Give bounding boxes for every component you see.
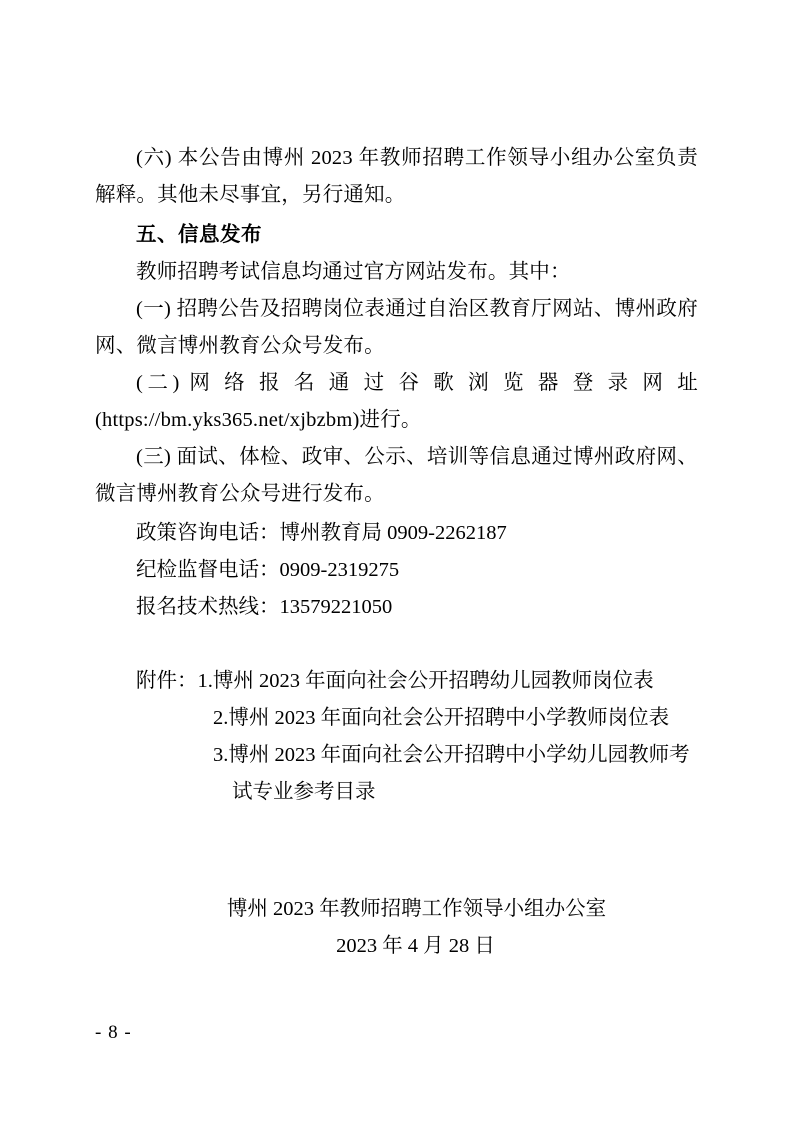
signature-block	[95, 891, 698, 965]
attachments-block	[95, 663, 698, 811]
signature-date: 2023 年 4 月 28 日	[336, 935, 495, 957]
attachment-item-2: 2.博州 2023 年面向社会公开招聘中小学教师岗位表	[213, 707, 670, 729]
registration-url: (https://bm.yks365.net/xjbzbm)	[95, 409, 360, 431]
section-heading-five: 五、信息发布	[136, 222, 262, 246]
paragraph-item-one: (一) 招聘公告及招聘岗位表通过自治区教育厅网站、博州政府网、微言博州教育公众号发布。	[95, 298, 698, 357]
paragraph-item-two-prefix: (二) 网 络 报 名 通 过 谷 歌 浏 览 器 登 录 网 址	[136, 372, 698, 394]
signature-organization: 博州 2023 年教师招聘工作领导小组办公室	[226, 898, 607, 920]
contact-policy-phone: 政策咨询电话：博州教育局 0909-2262187	[136, 522, 507, 544]
paragraph-item-two	[95, 365, 698, 439]
contact-supervision-phone: 纪检监督电话：0909-2319275	[136, 559, 400, 581]
paragraph-item-six: (六) 本公告由博州 2023 年教师招聘工作领导小组办公室负责解释。其他未尽事宜，另行通知。	[95, 147, 698, 206]
attachments-label: 附件：	[136, 670, 198, 692]
paragraph-section-five-intro: 教师招聘考试信息均通过官方网站发布。其中：	[136, 261, 571, 283]
paragraph-item-two-suffix: 进行。	[359, 409, 422, 431]
attachment-item-1: 1.博州 2023 年面向社会公开招聘幼儿园教师岗位表	[197, 670, 654, 692]
attachment-line-1	[95, 663, 698, 700]
attachment-item-3-continued: 试专业参考目录	[232, 781, 376, 803]
contact-tech-hotline: 报名技术热线：13579221050	[136, 596, 393, 618]
page-number-footer: - 8 -	[95, 1022, 132, 1043]
paragraph-item-three: (三) 面试、体检、政审、公示、培训等信息通过博州政府网、微言博州教育公众号进行发布。	[95, 446, 698, 505]
attachment-item-3: 3.博州 2023 年面向社会公开招聘中小学幼儿园教师考	[213, 744, 690, 766]
